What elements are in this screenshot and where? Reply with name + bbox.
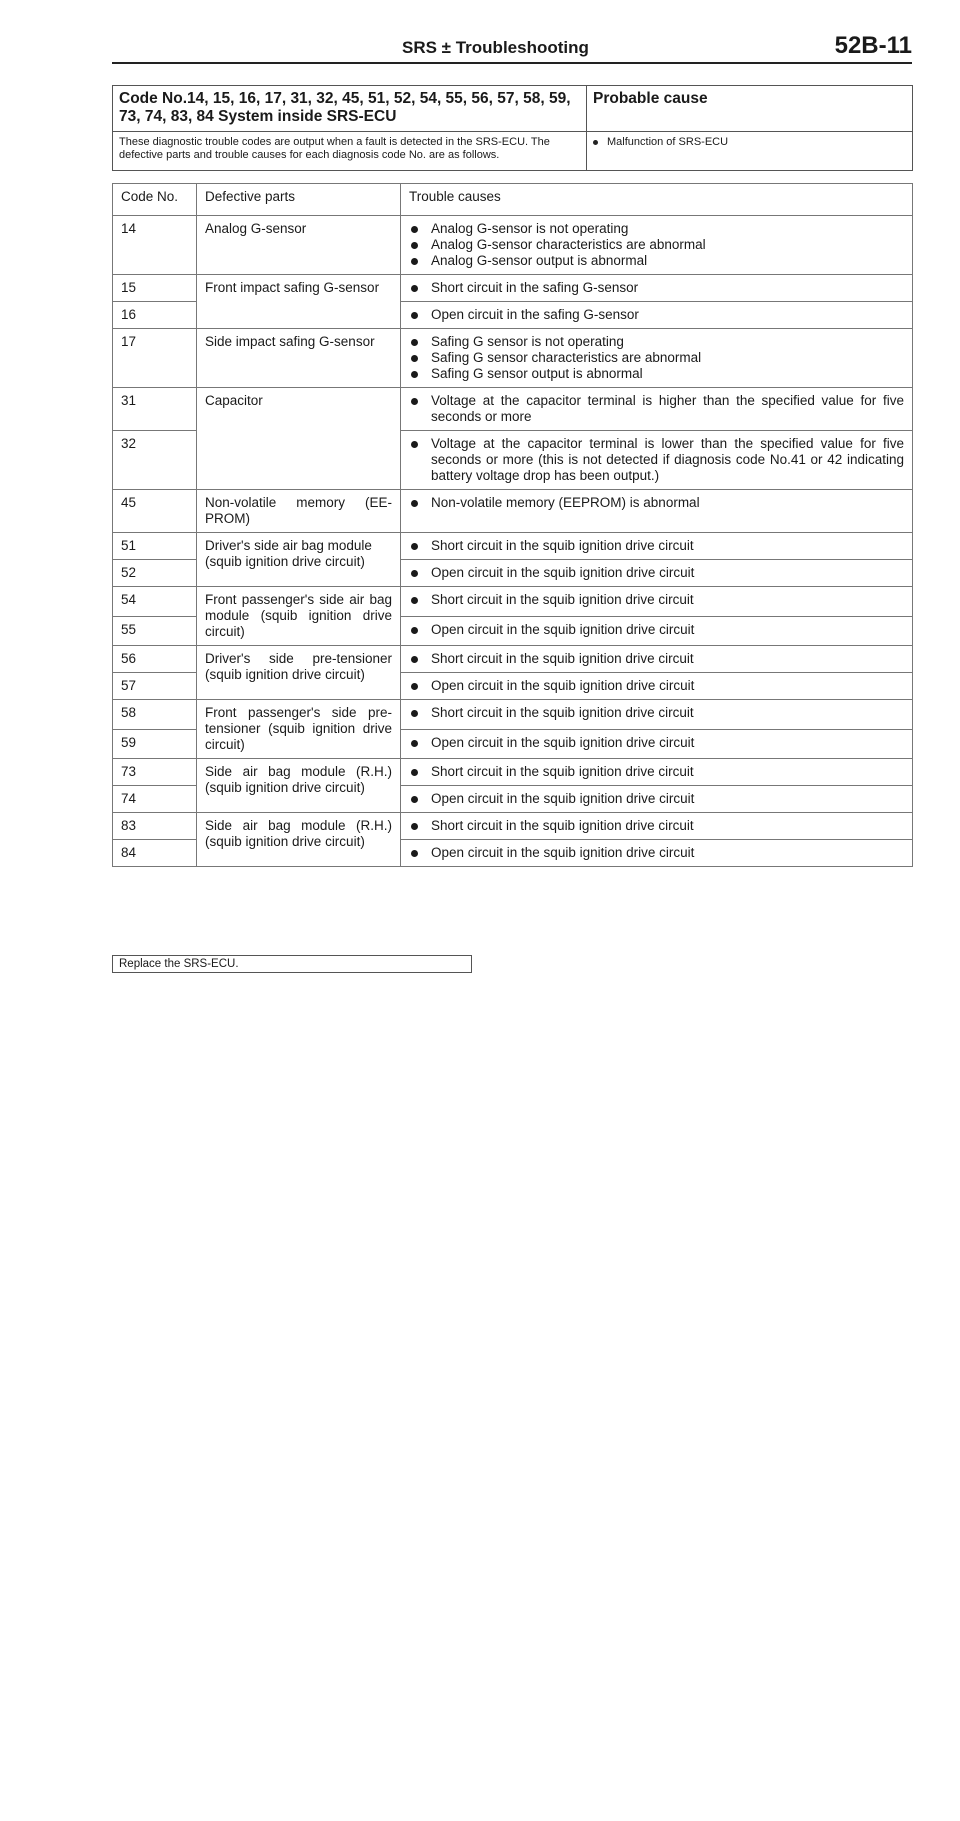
causes-cell [401,329,913,388]
table-row [113,490,913,533]
code-cell: 16 [113,302,197,329]
cause-item: Short circuit in the squib ignition drive circuit [409,705,904,721]
causes-cell [401,587,913,617]
code-cell: 55 [113,616,197,646]
cause-item: Open circuit in the squib ignition drive circuit [409,791,904,807]
cause-item: Voltage at the capacitor terminal is higher than the specified value for five seconds or more [409,393,904,425]
code-cell: 84 [113,840,197,867]
causes-cell [401,490,913,533]
code-cell: 83 [113,813,197,840]
column-header: Code No. [113,184,197,216]
part-cell: Front passenger's side pre-tensioner (squib ignition drive circuit) [197,700,401,759]
bullet-icon [593,140,598,145]
code-cell: 56 [113,646,197,673]
cause-item: Open circuit in the squib ignition drive circuit [409,678,904,694]
cause-item: Open circuit in the squib ignition drive circuit [409,735,904,751]
causes-cell [401,275,913,302]
probable-cause-item [587,132,913,171]
column-header: Defective parts [197,184,401,216]
table-row [113,533,913,560]
code-cell: 31 [113,388,197,431]
cause-item: Analog G-sensor output is abnormal [409,253,904,269]
dtc-system-title: Code No.14, 15, 16, 17, 31, 32, 45, 51, 52, 54, 55, 56, 57, 58, 59, 73, 74, 83, 84 System inside SRS-ECU [113,86,587,132]
code-cell: 59 [113,729,197,759]
trouble-code-table [112,183,913,867]
part-cell: Analog G-sensor [197,216,401,275]
cause-item: Open circuit in the squib ignition drive circuit [409,565,904,581]
causes-cell [401,673,913,700]
part-cell: Capacitor [197,388,401,490]
probable-cause-box [112,85,913,171]
table-row [113,759,913,786]
part-cell: Front impact safing G-sensor [197,275,401,329]
column-header: Trouble causes [401,184,913,216]
page-header [112,28,912,64]
part-cell: Driver's side pre-tensioner (squib ignition drive circuit) [197,646,401,700]
code-cell: 15 [113,275,197,302]
code-cell: 51 [113,533,197,560]
repair-instruction: Replace the SRS-ECU. [112,955,472,973]
table-row [113,700,913,730]
table-row [113,216,913,275]
table-row [113,275,913,302]
part-cell: Non-volatile memory (EE-PROM) [197,490,401,533]
code-cell: 17 [113,329,197,388]
code-cell: 52 [113,560,197,587]
page-number: 52B-11 [834,32,912,59]
cause-item: Short circuit in the squib ignition drive circuit [409,818,904,834]
cause-item: Safing G sensor is not operating [409,334,904,350]
causes-cell [401,616,913,646]
code-cell: 73 [113,759,197,786]
causes-cell [401,700,913,730]
table-row [113,813,913,840]
cause-item: Open circuit in the squib ignition drive circuit [409,622,904,638]
part-cell: Front passenger's side air bag module (squib ignition drive circuit) [197,587,401,646]
part-cell: Driver's side air bag module (squib ignition drive circuit) [197,533,401,587]
causes-cell [401,431,913,490]
cause-item: Short circuit in the squib ignition drive circuit [409,538,904,554]
code-cell: 57 [113,673,197,700]
code-cell: 45 [113,490,197,533]
part-cell: Side air bag module (R.H.) (squib ignition drive circuit) [197,813,401,867]
table-header-row [113,184,913,216]
code-cell: 74 [113,786,197,813]
causes-cell [401,302,913,329]
causes-cell [401,646,913,673]
dtc-description: These diagnostic trouble codes are output when a fault is detected in the SRS-ECU. The defective parts and trouble causes for each diagnosis code No. are as follows. [113,132,587,171]
cause-item: Short circuit in the squib ignition drive circuit [409,592,904,608]
section-title: SRS ± Troubleshooting [402,38,589,57]
causes-cell [401,813,913,840]
cause-item: Open circuit in the squib ignition drive circuit [409,845,904,861]
causes-cell [401,216,913,275]
cause-item: Analog G-sensor characteristics are abnormal [409,237,904,253]
cause-item: Non-volatile memory (EEPROM) is abnormal [409,495,904,511]
cause-item: Short circuit in the safing G-sensor [409,280,904,296]
cause-item: Safing G sensor output is abnormal [409,366,904,382]
code-cell: 54 [113,587,197,617]
causes-cell [401,560,913,587]
cause-item: Voltage at the capacitor terminal is lower than the specified value for five seconds or more (this is not detected if diagnosis code No.41 or 42 indicating battery voltage drop has been output.) [409,436,904,484]
code-cell: 14 [113,216,197,275]
probable-cause-heading: Probable cause [587,86,913,132]
table-row [113,388,913,431]
causes-cell [401,786,913,813]
causes-cell [401,729,913,759]
table-row [113,329,913,388]
code-cell: 58 [113,700,197,730]
table-row [113,587,913,617]
cause-item: Short circuit in the squib ignition drive circuit [409,651,904,667]
causes-cell [401,840,913,867]
cause-item: Open circuit in the safing G-sensor [409,307,904,323]
cause-item: Short circuit in the squib ignition drive circuit [409,764,904,780]
table-row [113,646,913,673]
cause-item: Analog G-sensor is not operating [409,221,904,237]
part-cell: Side impact safing G-sensor [197,329,401,388]
code-cell: 32 [113,431,197,490]
causes-cell [401,533,913,560]
causes-cell [401,759,913,786]
causes-cell [401,388,913,431]
part-cell: Side air bag module (R.H.) (squib ignition drive circuit) [197,759,401,813]
cause-item: Safing G sensor characteristics are abnormal [409,350,904,366]
probable-cause-text: Malfunction of SRS-ECU [607,136,729,148]
